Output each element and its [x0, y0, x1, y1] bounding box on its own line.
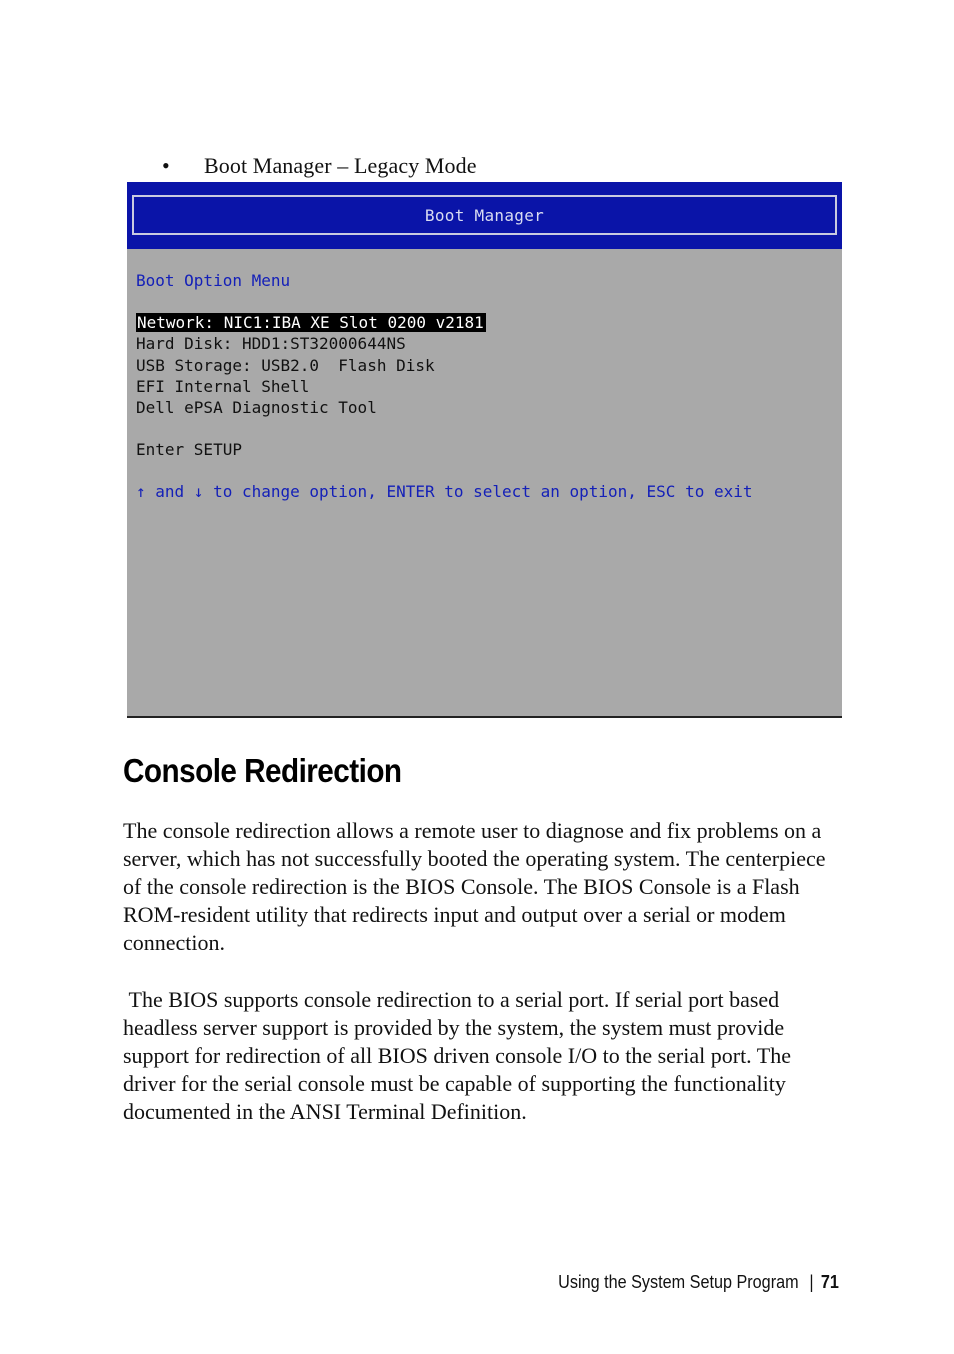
bios-header-title: Boot Manager [424, 205, 545, 225]
page-footer [558, 1272, 839, 1293]
boot-option-efi-shell[interactable] [136, 376, 486, 397]
footer-separator: | [809, 1272, 814, 1292]
bullet-dot: • [162, 153, 170, 178]
bios-header-bar [127, 182, 842, 249]
boot-option-label: Network: NIC1:IBA XE Slot 0200 v2181 [137, 313, 484, 332]
bullet-caption-text: Boot Manager – Legacy Mode [204, 153, 477, 178]
boot-option-hard-disk[interactable] [136, 333, 486, 354]
bullet-caption [162, 153, 477, 179]
section-heading: Console Redirection [123, 752, 402, 789]
body-paragraph-2: The BIOS supports console redirection to a serial port. If serial port based headless server support is provided by the system, the system must provide support for redirection of all BIOS driven console I/O to the serial port. The driver for the serial console must be capable of supporting the functionality documented in the ANSI Terminal Definition. [123, 987, 797, 1124]
boot-option-epsa-diagnostic[interactable] [136, 397, 486, 418]
footer-title: Using the System Setup Program [558, 1272, 799, 1292]
boot-option-usb-storage[interactable] [136, 355, 486, 376]
body-paragraph-1: The console redirection allows a remote user to diagnose and fix problems on a server, which has not successfully booted the operating system. The centerpiece of the console redirection is the BIOS Console. The BIOS Console is a Flash ROM-resident utility that redirects input and output over a serial or modem connection. [123, 818, 826, 955]
boot-option-label: Dell ePSA Diagnostic Tool [136, 398, 377, 418]
boot-option-label: EFI Internal Shell [136, 376, 310, 396]
bios-boot-manager-screenshot [127, 182, 842, 718]
boot-option-network[interactable] [136, 312, 486, 333]
boot-option-menu-title: Boot Option Menu [136, 271, 291, 290]
page-number: 71 [820, 1272, 839, 1292]
boot-option-label: Hard Disk: HDD1:ST32000644NS [136, 334, 406, 354]
bios-header-frame [132, 195, 837, 235]
boot-option-list [136, 312, 486, 418]
enter-setup-option[interactable]: Enter SETUP [136, 440, 242, 459]
bios-help-text: ↑ and ↓ to change option, ENTER to select an option, ESC to exit [136, 482, 753, 501]
boot-option-label: USB Storage: USB2.0 Flash Disk [136, 355, 435, 375]
